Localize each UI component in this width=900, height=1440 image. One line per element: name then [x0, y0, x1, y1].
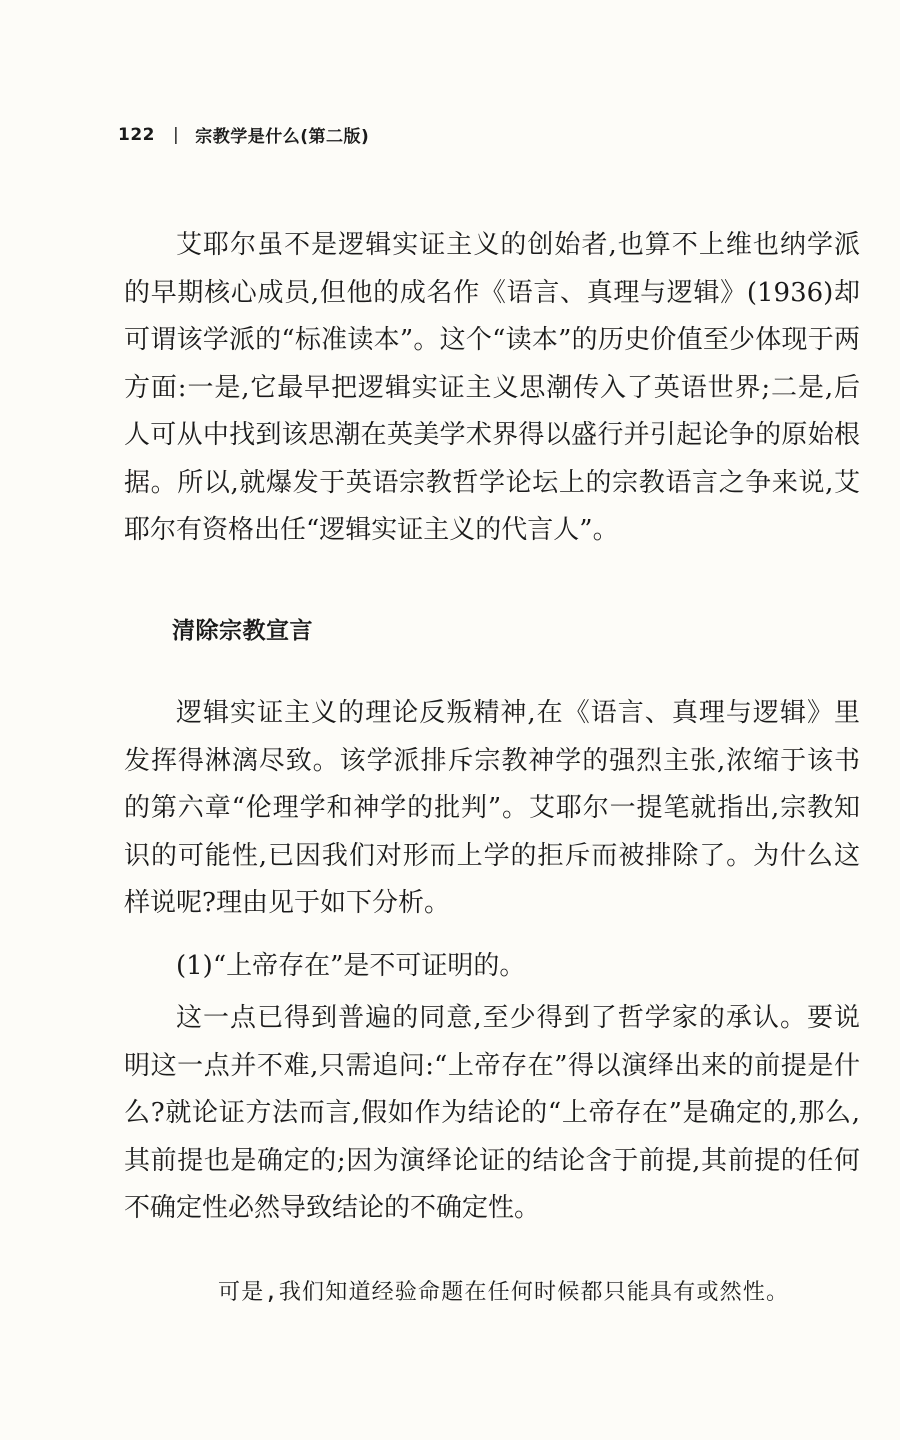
section-heading: 清除宗教宣言 — [172, 618, 313, 644]
page-number: 122 — [118, 124, 155, 145]
body-paragraph-1: 艾耶尔虽不是逻辑实证主义的创始者,也算不上维也纳学派的早期核心成员,但他的成名作《语言、真理与逻辑》(1936)却可谓该学派的“标准读本”。这个“读本”的历史价值至少体现于两方面:一是,它最早把逻辑实证主义思潮传入了英语世界;二是,后人可从中找到该思潮在英美学术界得以盛行并引起论争的原始根据。所以,就爆发于英语宗教哲学论坛上的宗教语言之争来说,艾耶尔有资格出任“逻辑实证主义的代言人”。 — [124, 230, 860, 545]
numbered-item: (1)“上帝存在”是不可证明的。 — [176, 951, 526, 981]
running-header — [118, 122, 369, 147]
body-paragraph-2: 逻辑实证主义的理论反叛精神,在《语言、真理与逻辑》里发挥得淋漓尽致。该学派排斥宗教神学的强烈主张,浓缩于该书的第六章“伦理学和神学的批判”。艾耶尔一提笔就指出,宗教知识的可能性,已因我们对形而上学的拒斥而被排除了。为什么这样说呢?理由见于如下分析。 — [124, 698, 860, 918]
quote-line: 可是,我们知道经验命题在任何时候都只能具有或然性。 — [218, 1280, 790, 1305]
header-separator: | — [173, 124, 180, 145]
body-paragraph-3: 这一点已得到普遍的同意,至少得到了哲学家的承认。要说明这一点并不难,只需追问:“上帝存在”得以演绎出来的前提是什么?就论证方法而言,假如作为结论的“上帝存在”是确定的,那么,其前提也是确定的;因为演绎论证的结论含于前提,其前提的任何不确定性必然导致结论的不确定性。 — [124, 1003, 860, 1223]
book-title: 宗教学是什么(第二版) — [195, 127, 370, 147]
